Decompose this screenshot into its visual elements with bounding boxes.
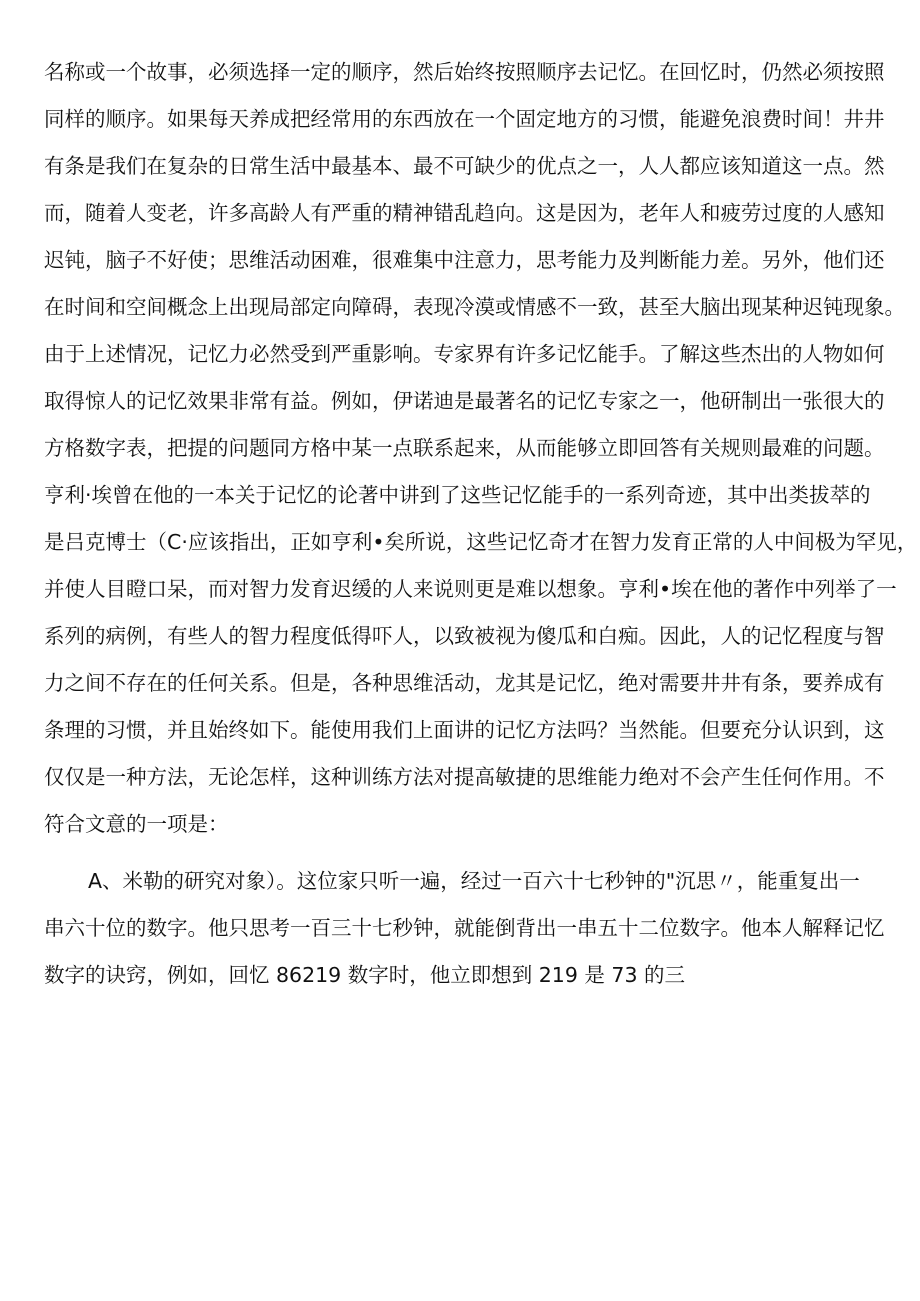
paragraph-line: 同样的顺序。如果每天养成把经常用的东西放在一个固定地方的习惯，能避免浪费时间！井井 [44, 107, 885, 131]
paragraph-line: 在时间和空间概念上出现局部定向障碍，表现冷漠或情感不一致，甚至大脑出现某种迟钝现象。 [44, 295, 905, 319]
paragraph-line: 条理的习惯，并且始终如下。能使用我们上面讲的记忆方法吗？当然能。但要充分认识到，这 [44, 718, 885, 742]
paragraph-line: 仅仅是一种方法，无论怎样，这种训练方法对提高敏捷的思维能力绝对不会产生任何作用。不 [44, 765, 885, 789]
option-a-line: 数字的诀窍，例如，回忆 86219 数字时，他立即想到 219 是 73 的三 [44, 963, 686, 987]
paragraph-line: 方格数字表，把提的问题同方格中某一点联系起来，从而能够立即回答有关规则最难的问题。 [44, 436, 885, 460]
paragraph-line: 由于上述情况，记忆力必然受到严重影响。专家界有许多记忆能手。了解这些杰出的人物如何 [44, 342, 885, 366]
paragraph-line: 并使人目瞪口呆，而对智力发育迟缓的人来说则更是难以想象。亨利•埃在他的著作中列举了一 [44, 577, 897, 601]
paragraph-line: 亨利·埃曾在他的一本关于记忆的论著中讲到了这些记忆能手的一系列奇迹，其中出类拔萃的 [44, 483, 871, 507]
paragraph-line: 名称或一个故事，必须选择一定的顺序，然后始终按照顺序去记忆。在回忆时，仍然必须按照 [44, 60, 885, 84]
paragraph-line: 是吕克博士（C·应该指出，正如亨利•矣所说，这些记忆奇才在智力发育正常的人中间极为罕见， [44, 530, 918, 554]
option-a-line: 串六十位的数字。他只思考一百三十七秒钟，就能倒背出一串五十二位数字。他本人解释记忆 [44, 916, 885, 940]
paragraph-line: 系列的病例，有些人的智力程度低得吓人，以致被视为傻瓜和白痴。因此，人的记忆程度与智 [44, 624, 885, 648]
paragraph-line: 有条是我们在复杂的日常生活中最基本、最不可缺少的优点之一，人人都应该知道这一点。然 [44, 154, 885, 178]
paragraph-line: 而，随着人变老，许多高龄人有严重的精神错乱趋向。这是因为，老年人和疲劳过度的人感知 [44, 201, 885, 225]
paragraph-line: 取得惊人的记忆效果非常有益。例如，伊诺迪是最著名的记忆专家之一，他研制出一张很大的 [44, 389, 885, 413]
option-a-line: A、米勒的研究对象）。这位家只听一遍，经过一百六十七秒钟的"沉思〃，能重复出一 [88, 869, 860, 893]
paragraph-line: 迟钝，脑子不好使；思维活动困难，很难集中注意力，思考能力及判断能力差。另外，他们还 [44, 248, 885, 272]
paragraph-line: 力之间不存在的任何关系。但是，各种思维活动，龙其是记忆，绝对需要井井有条，要养成有 [44, 671, 885, 695]
question-prompt: 符合文意的一项是： [44, 812, 229, 836]
